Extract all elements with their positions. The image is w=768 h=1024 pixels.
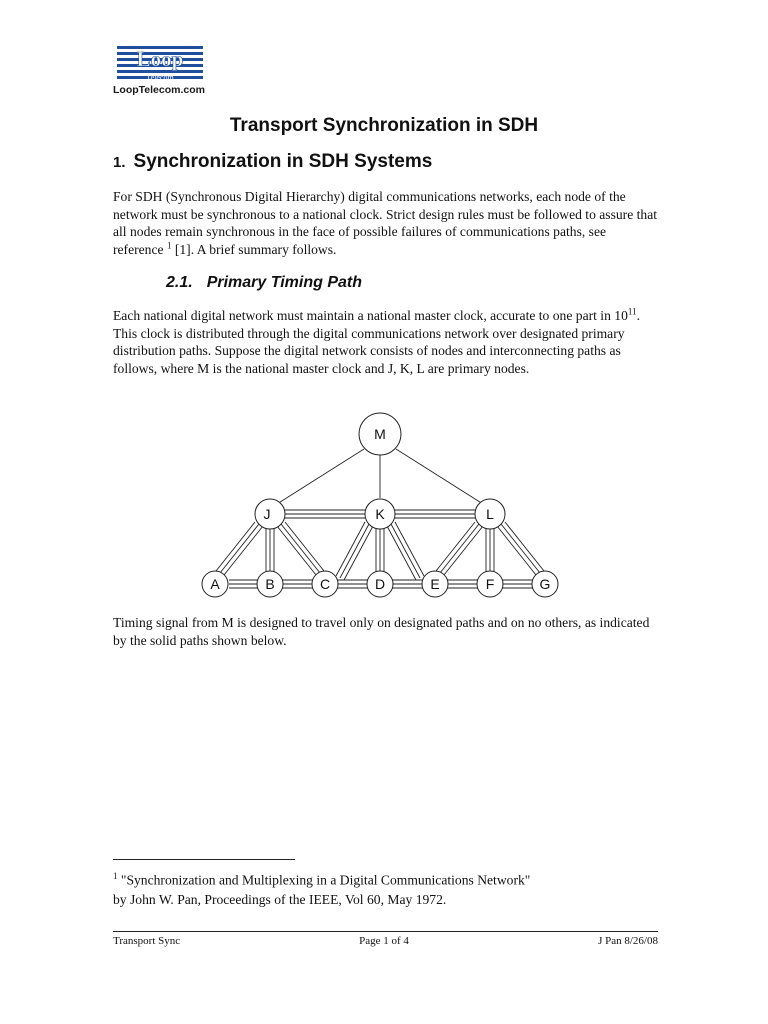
section-1-paragraph — [113, 188, 658, 258]
link-l-e — [432, 522, 483, 580]
section-number: 1. — [113, 154, 126, 171]
section-title: Primary Timing Path — [206, 274, 362, 291]
document-title: Transport Synchronization in SDH — [229, 115, 539, 136]
node-f-label: F — [485, 576, 495, 592]
node-j-label: J — [263, 506, 271, 522]
section-2-1-heading — [166, 274, 362, 292]
page-number: Page 1 of 4 — [359, 935, 409, 947]
link-j-k — [283, 510, 365, 518]
paragraph-text: . This clock is distributed through the digital communications network over designated primary distribution paths. Suppose the digital network consists of nodes and interconnecting paths as follows, where M is the national master clock and J, K, L are primary nodes. — [113, 308, 640, 376]
paragraph-text: Each national digital network must maintain a national master clock, accurate to one part in 10 — [113, 308, 628, 323]
section-number: 2.1. — [166, 274, 193, 291]
link-k-c — [336, 522, 373, 580]
link-k-e — [387, 522, 424, 580]
link-k-d — [376, 528, 384, 574]
node-g-label: G — [539, 576, 551, 592]
svg-text:Loop: Loop — [136, 47, 184, 71]
link-m-j — [277, 449, 364, 504]
footnote — [113, 867, 658, 909]
section-2-1-paragraph — [113, 307, 658, 377]
node-l-label: L — [486, 506, 494, 522]
link-m-l — [396, 449, 483, 504]
footnote-mark: 1 — [113, 871, 118, 881]
svg-text:Telecom: Telecom — [146, 73, 174, 82]
footnote-line-2: by John W. Pan, Proceedings of the IEEE, Vol 60, May 1972. — [113, 891, 447, 907]
link-j-a — [212, 522, 263, 580]
section-title: Synchronization in SDH Systems — [133, 151, 433, 172]
link-l-f — [486, 528, 494, 574]
link-k-l — [395, 510, 477, 518]
footer-right: J Pan 8/26/08 — [598, 935, 658, 947]
footnote-divider — [113, 859, 295, 860]
footnote-ref[interactable]: 1 — [166, 239, 172, 250]
footer-left: Transport Sync — [113, 935, 181, 947]
node-k-label: K — [375, 506, 385, 522]
footnote-text: "Synchronization and Multiplexing in a Digital Communications Network" — [117, 872, 531, 888]
paragraph-text: For SDH (Synchronous Digital Hierarchy) digital communications networks, each node of the network must be synchronous to a national clock. Strict design rules must be followed to assure that all nodes remain synchronous in the face of possible failures of communications paths, see reference — [113, 189, 658, 257]
exponent: 11 — [627, 306, 637, 317]
section-1-heading — [113, 151, 432, 173]
link-l-g — [497, 522, 548, 580]
site-url[interactable]: LoopTelecom.com — [113, 84, 205, 96]
paragraph-text: [1]. A brief summary follows. — [171, 241, 337, 257]
footer-divider — [113, 931, 658, 932]
node-a-label: A — [210, 576, 220, 592]
loop-telecom-logo — [117, 44, 203, 84]
node-b-label: B — [265, 576, 275, 592]
node-e-label: E — [430, 576, 440, 592]
link-j-b — [266, 528, 274, 574]
node-c-label: C — [319, 576, 331, 592]
post-diagram-paragraph: Timing signal from M is designed to travel only on designated paths and on no others, as indicated by the solid paths shown below. — [113, 615, 650, 648]
network-diagram — [195, 406, 575, 602]
node-d-label: D — [374, 576, 386, 592]
link-j-c — [277, 522, 328, 580]
footnote-line-1 — [113, 867, 658, 890]
node-m-label: M — [374, 426, 386, 442]
